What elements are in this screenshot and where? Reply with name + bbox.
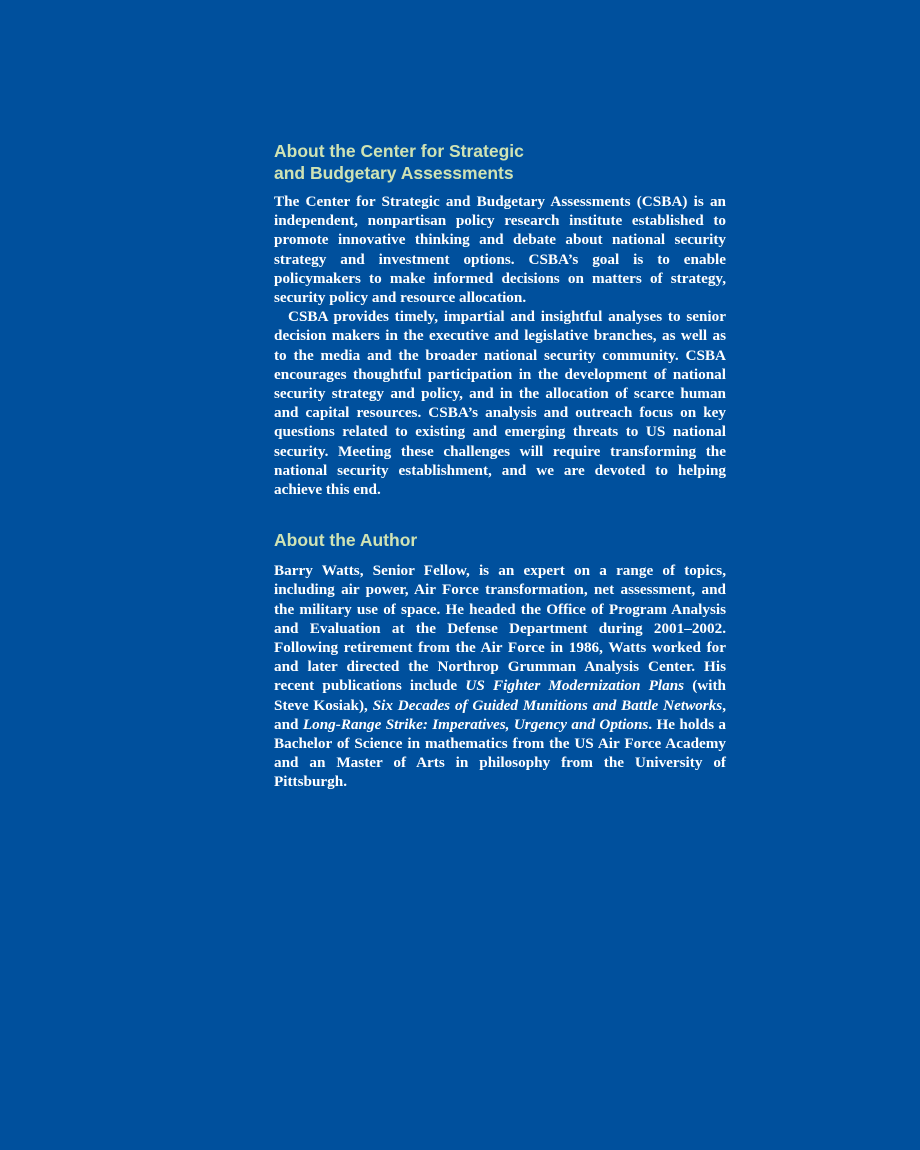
author-bio-text-1: Barry Watts, Senior Fellow, is an expert on a range of topics, including air power, Air Force transformation, net assessment, and the military use of space. He headed the Office of Program Analysis and Evaluation at the Defense Department during 2001–2002. Following retirement from the Air Force in 1986, Watts worked for and later directed the Northrop Grumman Analysis Center. His recent publications include bbox=[274, 562, 726, 695]
author-bio-text-2: (with Steve Kosiak), bbox=[274, 677, 727, 714]
publication-title-3: Long-Range Strike: Imperatives, Urgency and Options bbox=[302, 715, 649, 733]
author-bio-text-4: . He holds a Bachelor of Science in mathematics from the US Air Force Academy and an Master of Arts in philosophy from the University of Pittsburgh. bbox=[274, 715, 726, 791]
publication-title-1: US Fighter Modernization Plans bbox=[465, 677, 685, 695]
author-bio bbox=[274, 561, 726, 791]
csba-heading-line2: and Budgetary Assessments bbox=[274, 163, 514, 183]
csba-heading-line1: About the Center for Strategic bbox=[274, 141, 524, 161]
csba-paragraph-1: The Center for Strategic and Budgetary Assessments (CSBA) is an independent, nonpartisan policy research institute established to promote innovative thinking and debate about national security strategy and investment options. CSBA’s goal is to enable policymakers to make informed decisions on matters of strategy, security policy and resource allocation. bbox=[274, 193, 726, 307]
publication-title-2: Six Decades of Guided Munitions and Battle Networks bbox=[372, 696, 723, 714]
author-heading: About the Author bbox=[274, 530, 418, 551]
csba-paragraph-2: CSBA provides timely, impartial and insightful analyses to senior decision makers in the executive and legislative branches, as well as to the media and the broader national security community. CSBA encourages thoughtful participation in the development of national security strategy and policy, and in the allocation of scarce human and capital resources. CSBA’s analysis and outreach focus on key questions related to existing and emerging threats to US national security. Meeting these challenges will require transforming the national security establishment, and we are devoted to helping achieve this end. bbox=[274, 308, 726, 499]
csba-heading bbox=[274, 140, 726, 184]
author-bio-text-3: , and bbox=[274, 696, 726, 733]
page-content bbox=[274, 140, 726, 792]
